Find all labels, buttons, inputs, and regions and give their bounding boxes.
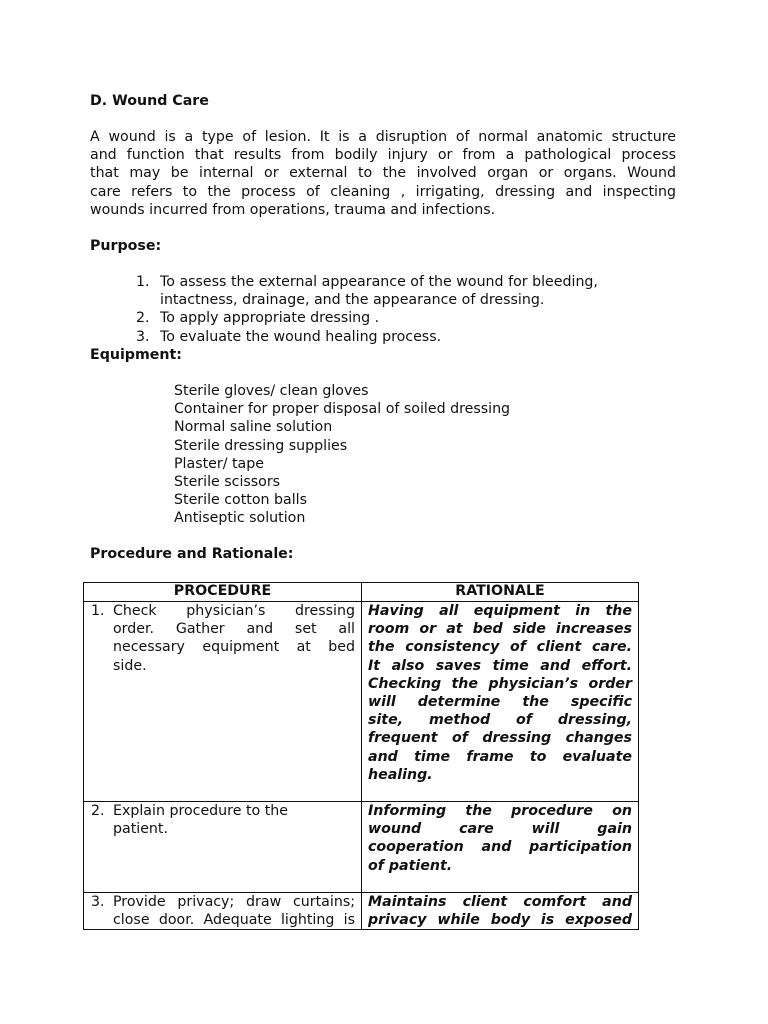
procedure-line: Check physician’s dressing — [113, 603, 355, 619]
rationale-line: site, method of dressing, — [368, 712, 632, 729]
intro-line: that may be internal or external to the involved organ or organs. Wound — [90, 165, 676, 182]
rationale-line: Checking the physician’s order — [368, 675, 632, 692]
procedure-cell — [84, 602, 362, 802]
purpose-text: intactness, drainage, and the appearance of dressing. — [160, 292, 545, 309]
purpose-number: 1. — [136, 274, 150, 290]
intro-line: care refers to the process of cleaning , irrigating, dressing and inspecting — [90, 183, 676, 200]
procedure-line: necessary equipment at bed — [113, 639, 355, 656]
section-title: D. Wound Care — [90, 93, 209, 109]
table-row — [84, 602, 639, 802]
purpose-number: 3. — [136, 328, 150, 345]
table-row — [84, 893, 639, 930]
purpose-text: To evaluate the wound healing process. — [160, 328, 442, 345]
equipment-item: Sterile cotton balls — [174, 492, 308, 509]
purpose-list — [136, 273, 656, 346]
purpose-item — [136, 328, 656, 346]
rationale-cell — [362, 802, 639, 893]
equipment-item: Normal saline solution — [174, 419, 333, 436]
rationale-line: of patient. — [368, 857, 453, 874]
equipment-item: Container for proper disposal of soiled dressing — [174, 401, 511, 418]
procedure-line: Provide privacy; draw curtains; — [113, 894, 355, 910]
rationale-line: wound care will gain — [368, 821, 632, 838]
equipment-list — [174, 382, 510, 528]
procedure-line: order. Gather and set all — [113, 621, 355, 638]
procedure-heading: Procedure and Rationale: — [90, 546, 294, 562]
purpose-heading: Purpose: — [90, 238, 162, 254]
intro-line: A wound is a type of lesion. It is a disruption of normal anatomic structure — [90, 129, 676, 145]
equipment-heading: Equipment: — [90, 347, 182, 363]
rationale-line: cooperation and participation — [368, 839, 632, 856]
intro-line: wounds incurred from operations, trauma and infections. — [90, 201, 496, 218]
procedure-cell — [84, 802, 362, 893]
rationale-line: the consistency of client care. — [368, 639, 632, 656]
intro-paragraph — [90, 128, 676, 219]
procedure-cell — [84, 893, 362, 930]
rationale-line: will determine the specific — [368, 694, 632, 711]
purpose-text: To apply appropriate dressing . — [160, 310, 380, 327]
rationale-line: room or at bed side increases — [368, 621, 632, 638]
rationale-line: It also saves time and effort. — [368, 657, 632, 674]
procedure-column-header: PROCEDURE — [84, 583, 362, 602]
purpose-item — [136, 273, 656, 309]
table-row — [84, 802, 639, 893]
purpose-number: 2. — [136, 310, 150, 327]
rationale-cell — [362, 893, 639, 930]
procedure-table — [83, 582, 639, 930]
procedure-line: Explain procedure to the — [113, 803, 288, 819]
table-header-row — [84, 583, 639, 602]
step-number: 3. — [91, 894, 105, 910]
rationale-line: frequent of dressing changes — [368, 730, 632, 747]
rationale-line: Maintains client comfort and — [368, 894, 632, 910]
rationale-line: privacy while body is exposed — [368, 912, 632, 929]
equipment-item: Plaster/ tape — [174, 455, 264, 472]
step-number: 2. — [91, 803, 105, 819]
rationale-column-header: RATIONALE — [362, 583, 639, 602]
procedure-line: side. — [113, 657, 147, 674]
rationale-line: Having all equipment in the — [368, 603, 632, 619]
procedure-line: close door. Adequate lighting is — [113, 912, 355, 929]
equipment-item: Sterile scissors — [174, 474, 281, 491]
rationale-line: healing. — [368, 766, 433, 783]
rationale-line: and time frame to evaluate — [368, 748, 632, 765]
intro-line: and function that results from bodily injury or from a pathological process — [90, 147, 676, 164]
rationale-cell — [362, 602, 639, 802]
purpose-text: To assess the external appearance of the wound for bleeding, — [160, 274, 598, 290]
rationale-line: Informing the procedure on — [368, 803, 632, 819]
step-number: 1. — [91, 603, 105, 619]
procedure-line: patient. — [113, 821, 168, 838]
purpose-item — [136, 309, 656, 327]
equipment-item: Antiseptic solution — [174, 510, 306, 527]
equipment-item: Sterile gloves/ clean gloves — [174, 383, 369, 399]
equipment-item: Sterile dressing supplies — [174, 437, 348, 454]
